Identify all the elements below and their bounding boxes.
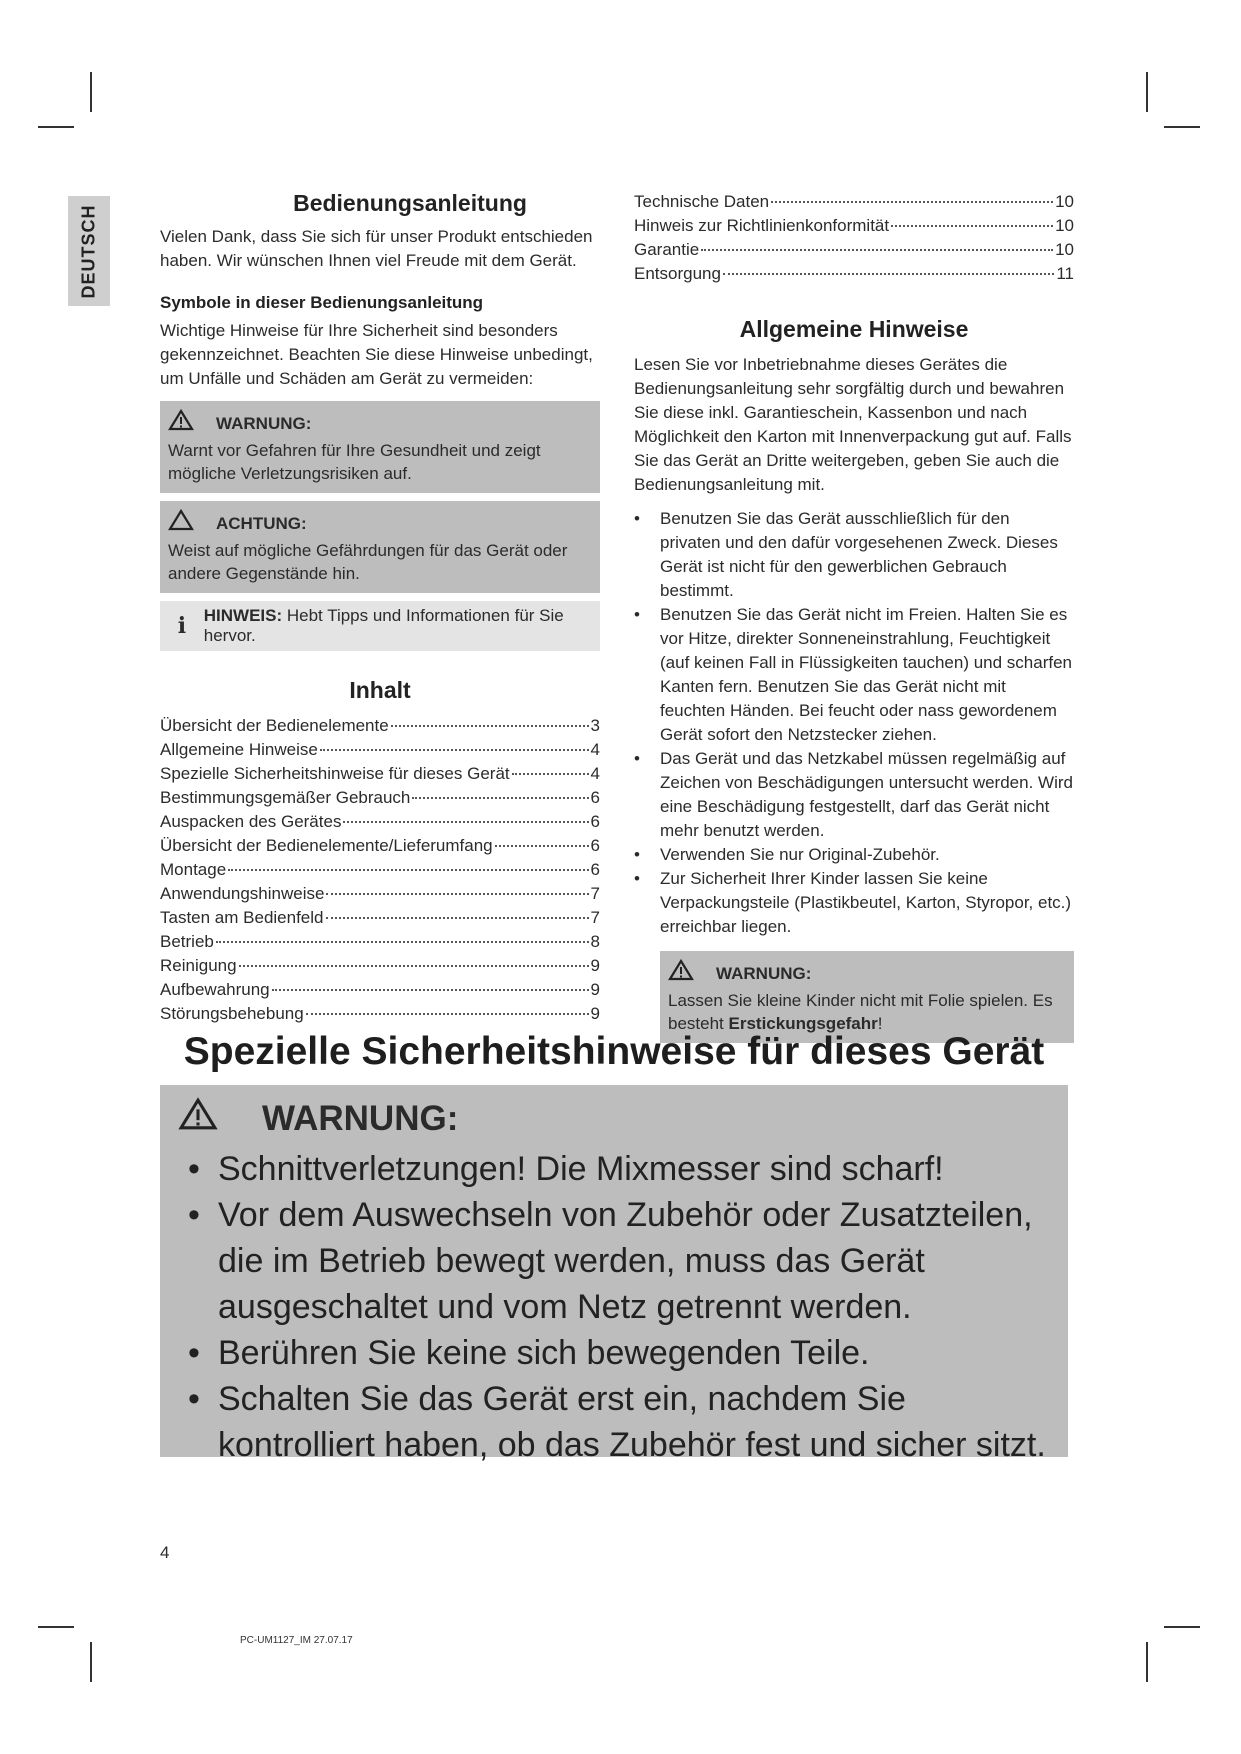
- warning-box: [160, 401, 600, 493]
- toc-row[interactable]: Reinigung 9: [160, 956, 600, 975]
- crop-mark: [38, 126, 74, 128]
- crop-mark: [90, 72, 92, 112]
- toc-row[interactable]: Aufbewahrung 9: [160, 980, 600, 999]
- list-item: • Vor dem Auswechseln von Zubehör oder Zusatzteilen, die im Betrieb bewegt werden, muss das Gerät ausgeschaltet und vom Netz getrennt werden.: [178, 1192, 1050, 1330]
- caution-triangle-icon: [168, 509, 194, 537]
- list-item: • Das Gerät und das Netzkabel müssen regelmäßig auf Zeichen von Beschädigungen untersucht werden. Wird eine Beschädigung festgestellt, darf das Gerät nicht mehr benutzt werden.: [634, 747, 1074, 843]
- caution-box: [160, 501, 600, 593]
- toc-list-continued: [634, 190, 1074, 286]
- toc-row[interactable]: Entsorgung 11: [634, 264, 1074, 283]
- toc-row[interactable]: Auspacken des Gerätes 6: [160, 812, 600, 831]
- crop-mark: [1146, 1642, 1148, 1682]
- symbols-text: Wichtige Hinweise für Ihre Sicherheit sind besonders gekennzeichnet. Beachten Sie diese Hinweise unbedingt, um Unfälle und Schäden am Gerät zu vermeiden:: [160, 321, 593, 388]
- general-notes-title: Allgemeine Hinweise: [739, 316, 969, 342]
- toc-row[interactable]: Übersicht der Bedienelemente/Lieferumfang 6: [160, 836, 600, 855]
- warning-label: WARNUNG:: [216, 413, 312, 433]
- toc-row[interactable]: Anwendungshinweise 7: [160, 884, 600, 903]
- toc-row[interactable]: Technische Daten 10: [634, 192, 1074, 211]
- warning-triangle-icon: [178, 1097, 218, 1140]
- toc-row[interactable]: Übersicht der Bedienelemente 3: [160, 716, 600, 735]
- toc-row[interactable]: Tasten am Bedienfeld 7: [160, 908, 600, 927]
- list-item: • Verwenden Sie nur Original-Zubehör.: [634, 843, 1074, 867]
- special-safety-list: [178, 1146, 1050, 1468]
- general-notes-text: Lesen Sie vor Inbetriebnahme dieses Gerätes die Bedienungsanleitung sehr sorgfältig durch und bewahren Sie diese inkl. Garantieschein, Kassenbon und nach Möglichkeit den Karton mit Innenverpackung gut auf. Falls Sie das Gerät an Dritte weitergeben, geben Sie auch die Bedienungsanleitung mit.: [634, 355, 1072, 494]
- left-column: [160, 190, 600, 1026]
- warning-label: WARNUNG:: [716, 963, 812, 983]
- special-warning-label: WARNUNG:: [262, 1098, 459, 1138]
- warning-text: Warnt vor Gefahren für Ihre Gesundheit und zeigt mögliche Verletzungsrisiken auf.: [168, 441, 541, 483]
- toc-row[interactable]: Allgemeine Hinweise 4: [160, 740, 600, 759]
- manual-title: Bedienungsanleitung: [293, 190, 527, 216]
- toc-row[interactable]: Betrieb 8: [160, 932, 600, 951]
- note-box: [160, 601, 600, 651]
- list-item: • Schalten Sie das Gerät erst ein, nachdem Sie kontrolliert haben, ob das Zubehör fest und sicher sitzt.: [178, 1376, 1050, 1468]
- toc-row[interactable]: Störungsbehebung 9: [160, 1004, 600, 1023]
- toc-title: Inhalt: [349, 677, 411, 703]
- caution-text: Weist auf mögliche Gefährdungen für das Gerät oder andere Gegenstände hin.: [168, 541, 568, 583]
- intro-text: Vielen Dank, dass Sie sich für unser Produkt entschieden haben. Wir wünschen Ihnen viel Freude mit dem Gerät.: [160, 227, 593, 270]
- crop-mark: [1146, 72, 1148, 112]
- list-item: • Zur Sicherheit Ihrer Kinder lassen Sie keine Verpackungsteile (Plastikbeutel, Karton, Styropor, etc.) erreichbar liegen.: [634, 867, 1074, 939]
- toc-row[interactable]: Montage 6: [160, 860, 600, 879]
- list-item: • Berühren Sie keine sich bewegenden Teile.: [178, 1330, 1050, 1376]
- note-text: Hebt Tipps und Informationen für Sie hervor.: [203, 606, 564, 645]
- right-column: [634, 190, 1074, 1043]
- symbols-heading: Symbole in dieser Bedienungsanleitung: [160, 293, 484, 312]
- info-icon: i: [177, 613, 187, 639]
- list-item: • Schnittverletzungen! Die Mixmesser sind scharf!: [178, 1146, 1050, 1192]
- language-tab-label: DEUTSCH: [78, 203, 99, 299]
- toc-row[interactable]: Garantie 10: [634, 240, 1074, 259]
- footer-code: PC-UM1127_IM 27.07.17: [240, 1635, 353, 1646]
- crop-mark: [90, 1642, 92, 1682]
- page-number: 4: [160, 1543, 170, 1562]
- crop-mark: [38, 1626, 74, 1628]
- crop-mark: [1164, 1626, 1200, 1628]
- general-notes-list: [634, 507, 1074, 939]
- toc-list: [160, 714, 600, 1026]
- toc-row[interactable]: Hinweis zur Richtlinienkonformität 10: [634, 216, 1074, 235]
- warning-triangle-icon: [168, 409, 194, 437]
- child-warning-text: Lassen Sie kleine Kinder nicht mit Folie spielen. Es besteht Erstickungsgefahr!: [668, 991, 1053, 1033]
- special-safety-box: [160, 1085, 1068, 1464]
- list-item: • Benutzen Sie das Gerät nicht im Freien. Halten Sie es vor Hitze, direkter Sonneneinstrahlung, Feuchtigkeit (auf keinen Fall in Flüssigkeiten tauchen) und scharfen Kanten fern. Benutzen Sie das Gerät nicht mit feuchten Händen. Bei feucht oder nass gewordenem Gerät sofort den Netzstecker ziehen.: [634, 603, 1074, 747]
- toc-row[interactable]: Bestimmungsgemäßer Gebrauch 6: [160, 788, 600, 807]
- toc-row[interactable]: Spezielle Sicherheitshinweise für dieses Gerät 4: [160, 764, 600, 783]
- note-label: HINWEIS:: [203, 606, 283, 625]
- crop-mark: [1164, 126, 1200, 128]
- caution-label: ACHTUNG:: [216, 513, 307, 533]
- special-safety-title: Spezielle Sicherheitshinweise für dieses Gerät: [183, 1030, 1045, 1073]
- warning-triangle-icon: [668, 959, 694, 987]
- language-tab: [68, 196, 110, 306]
- list-item: • Benutzen Sie das Gerät ausschließlich für den privaten und den dafür vorgesehenen Zweck. Dieses Gerät ist nicht für den gewerblichen Gebrauch bestimmt.: [634, 507, 1074, 603]
